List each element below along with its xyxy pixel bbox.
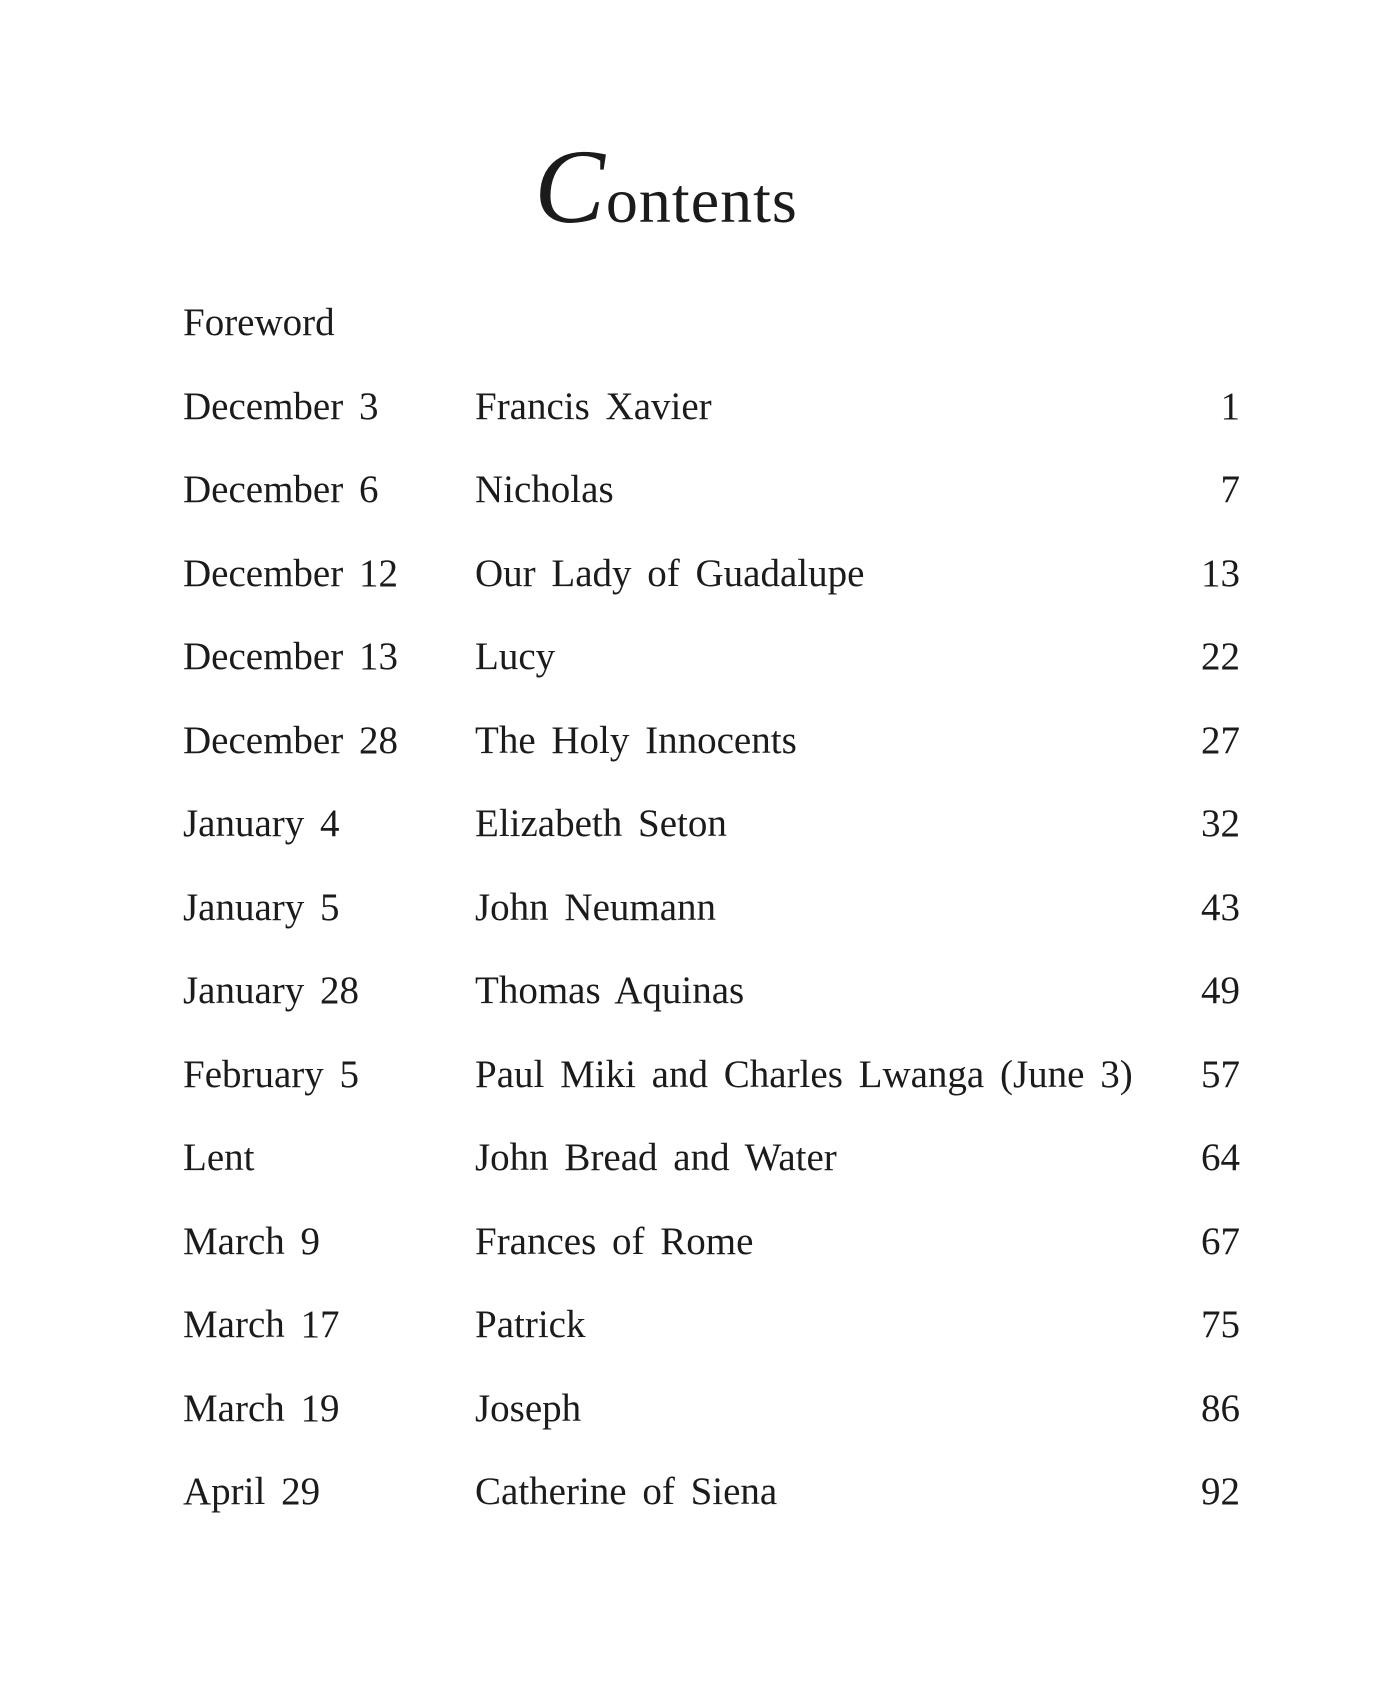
toc-entry-title: Our Lady of Guadalupe bbox=[475, 551, 865, 595]
toc-entry-date: January 5 bbox=[183, 885, 340, 929]
toc-row bbox=[183, 1283, 1240, 1367]
toc-entry-page-number: 86 bbox=[1201, 1386, 1240, 1430]
toc-entry-date: March 17 bbox=[183, 1303, 340, 1347]
toc-entry-page-number: 64 bbox=[1201, 1136, 1240, 1180]
toc-entry-title: Paul Miki and Charles Lwanga (June 3) bbox=[475, 1052, 1133, 1096]
toc-entry-title: Catherine of Siena bbox=[475, 1470, 778, 1514]
toc-entry-date: January 4 bbox=[183, 802, 340, 846]
toc-entry-page-number: 22 bbox=[1201, 635, 1240, 679]
toc-entry-title: John Bread and Water bbox=[475, 1136, 837, 1180]
toc-entry-date: Foreword bbox=[183, 301, 335, 345]
toc-entry-page-number: 1 bbox=[1220, 384, 1240, 428]
toc-entry-title: Nicholas bbox=[475, 468, 614, 512]
toc-row bbox=[183, 1116, 1240, 1200]
toc-entry-page-number: 75 bbox=[1201, 1303, 1240, 1347]
toc-entry-date: February 5 bbox=[183, 1052, 360, 1096]
toc-entry-date: March 9 bbox=[183, 1219, 321, 1263]
table-of-contents bbox=[183, 281, 1240, 1534]
toc-row bbox=[183, 615, 1240, 699]
toc-entry-title: Francis Xavier bbox=[475, 384, 712, 428]
toc-entry-date: Lent bbox=[183, 1136, 255, 1180]
toc-row bbox=[183, 365, 1240, 449]
toc-entry-date: December 3 bbox=[183, 384, 379, 428]
toc-entry-title: Frances of Rome bbox=[475, 1219, 754, 1263]
toc-row bbox=[183, 532, 1240, 616]
toc-entry-title: Patrick bbox=[475, 1303, 586, 1347]
toc-entry-page-number: 27 bbox=[1201, 718, 1240, 762]
toc-row bbox=[183, 281, 1240, 365]
toc-row bbox=[183, 782, 1240, 866]
toc-entry-date: December 13 bbox=[183, 635, 398, 679]
toc-entry-title: Joseph bbox=[475, 1386, 582, 1430]
toc-entry-page-number: 32 bbox=[1201, 802, 1240, 846]
toc-entry-date: December 12 bbox=[183, 551, 398, 595]
toc-entry-title: Elizabeth Seton bbox=[475, 802, 727, 846]
toc-entry-date: April 29 bbox=[183, 1470, 321, 1514]
toc-row bbox=[183, 949, 1240, 1033]
toc-entry-page-number: 13 bbox=[1201, 551, 1240, 595]
toc-entry-page-number: 92 bbox=[1201, 1470, 1240, 1514]
page-title bbox=[0, 128, 1332, 245]
toc-row bbox=[183, 1200, 1240, 1284]
toc-entry-date: December 28 bbox=[183, 718, 398, 762]
toc-entry-title: Thomas Aquinas bbox=[475, 969, 745, 1013]
toc-entry-date: December 6 bbox=[183, 468, 379, 512]
toc-entry-page-number: 7 bbox=[1220, 468, 1240, 512]
toc-entry-title: Lucy bbox=[475, 635, 556, 679]
toc-entry-page-number: 67 bbox=[1201, 1219, 1240, 1263]
toc-entry-page-number: 43 bbox=[1201, 885, 1240, 929]
toc-row bbox=[183, 1367, 1240, 1451]
toc-row bbox=[183, 866, 1240, 950]
toc-entry-title: John Neumann bbox=[475, 885, 717, 929]
toc-entry-page-number: 49 bbox=[1201, 969, 1240, 1013]
toc-entry-page-number: 57 bbox=[1201, 1052, 1240, 1096]
toc-entry-date: March 19 bbox=[183, 1386, 340, 1430]
toc-row bbox=[183, 699, 1240, 783]
page-title-rest: ontents bbox=[605, 165, 798, 236]
toc-row bbox=[183, 1033, 1240, 1117]
toc-row bbox=[183, 1450, 1240, 1534]
page-title-initial: C bbox=[534, 128, 606, 245]
toc-row bbox=[183, 448, 1240, 532]
toc-entry-date: January 28 bbox=[183, 969, 360, 1013]
toc-entry-title: The Holy Innocents bbox=[475, 718, 797, 762]
